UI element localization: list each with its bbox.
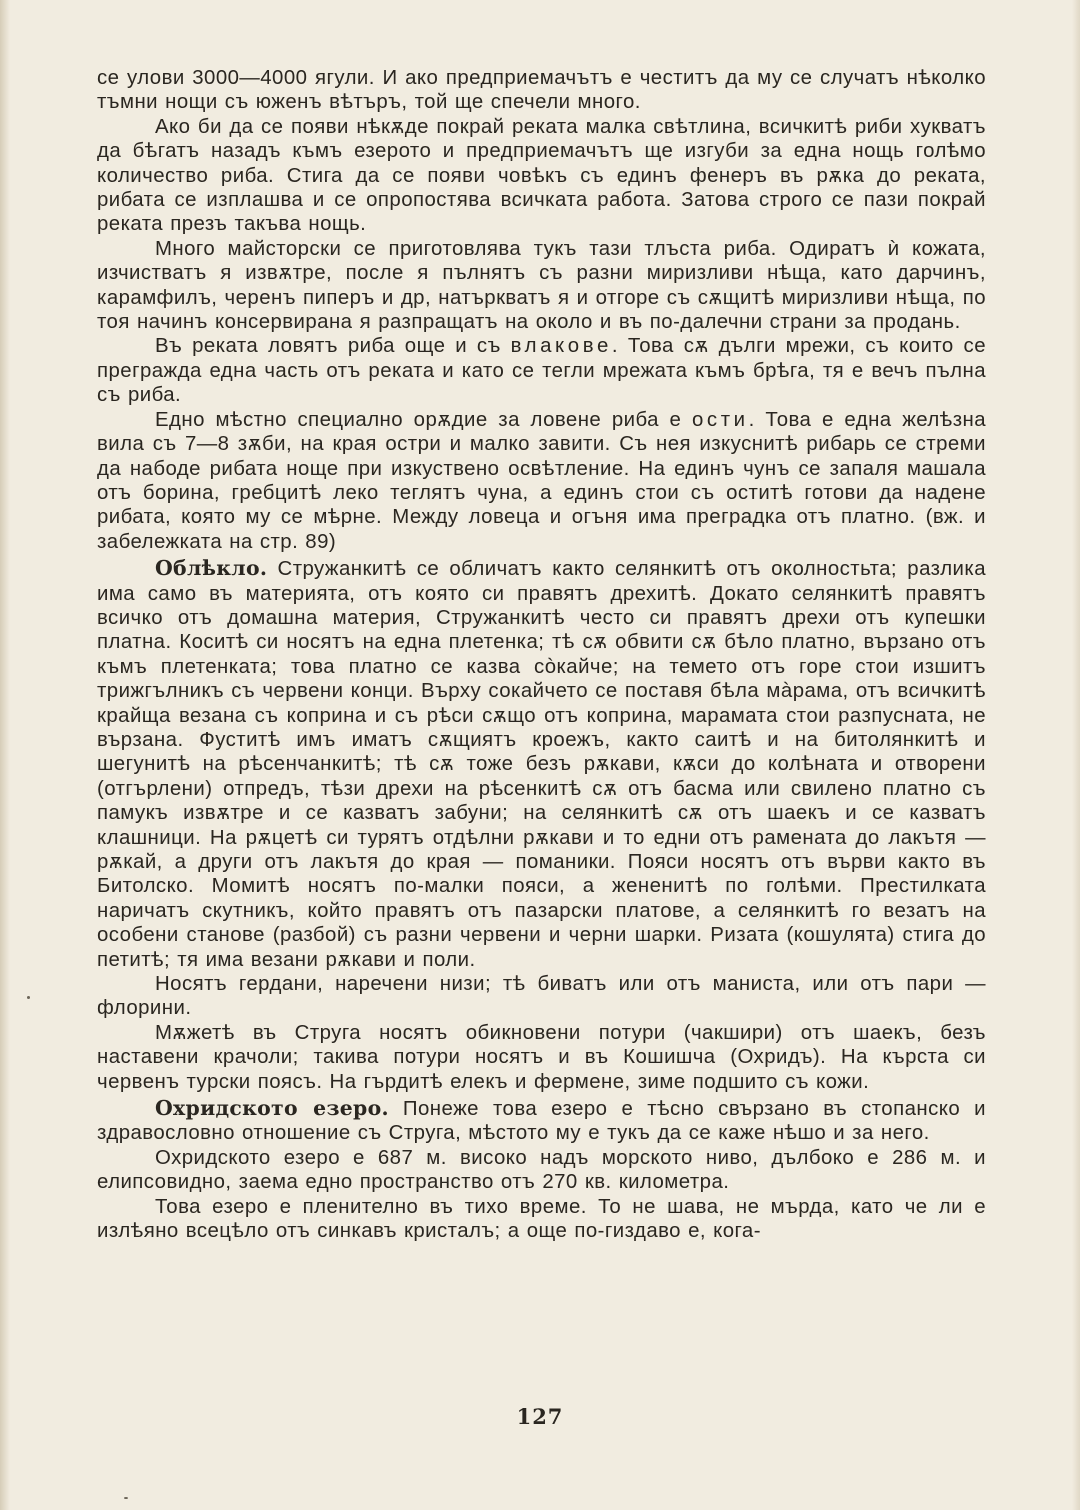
paragraph-4-before: Въ реката ловятъ риба още и съ (155, 335, 511, 358)
section-lake-text: Понеже това езеро е тѣсно свързано въ стопанско и здравословно отношение съ Струга, мѣстото му е тукъ да се каже нѣшо и за него. (97, 1098, 986, 1145)
paragraph-11-text: Това езеро е пленително въ тихо време. То не шава, не мърда, като че ли е излѣяно всецѣло отъ синкавъ кристалъ; а още по-гиздаво е, кога- (97, 1195, 986, 1243)
paragraph-8-text: Мѫжетѣ въ Струга носятъ обикновени потури (чакшири) отъ шаекъ, безъ наставени крачоли; такива потури носятъ и въ Кошишча (Охридъ). На кърста си червенъ турски поясъ. На гърдитѣ елекъ и фермене, зиме подшито съ кожи. (97, 1021, 986, 1093)
paragraph-4-after: . Това сѫ дълги мрежи, съ които се прегражда една часть отъ реката и като се тегли мрежата къмъ брѣга, тя е вечъ пълна съ риба. (97, 335, 986, 407)
section-lake-heading: Охридското езеро. (155, 1096, 389, 1121)
paragraph-4 (97, 334, 986, 407)
section-clothing (97, 556, 986, 972)
section-clothing-text: Стружанкитѣ се обличатъ както селянкитѣ отъ околностьта; разлика има само въ материята, отъ която си правятъ дрехитѣ. Докато селянкитѣ правятъ всичко отъ домашна материя, Стружанкитѣ често си правятъ дрехи отъ купешки платна. Коситѣ си носятъ на една плетенка; тѣ сѫ обвити сѫ бѣло платно, вързано отъ къмъ плетенката; това платно се казва сòкайче; на темето отъ горе стои изшитъ трижгълникъ съ червени конци. Върху сокайчето се поставя бѣла мàрама, отъ всичкитѣ крайща везана съ коприна и съ рѣси сѫщо отъ коприна, марамата стои разпусната, не вързана. Фуститѣ имъ иматъ сѫщиятъ кроежъ, както саитѣ и на битолянкитѣ и шегунитѣ на рѣсенчанкитѣ; тѣ сѫ тоже безъ рѫкави, кѫси до колѣната и отворени (отгърлени) отпредъ, тѣзи дрехи на рѣсенкитѣ сѫ отъ басма или свилено платно съ памукъ извѫтре и се казватъ забуни; на селянкитѣ сѫ отъ шаекъ и се казватъ клашници. На рѫцетѣ си турятъ отдѣлни рѫкави и то едни отъ рамената до лакътя — рѫкай, а други отъ лакътя до края — помaники. Пояси носятъ отъ върви както въ Битолско. Момитѣ носятъ по-малки пояси, а жененитѣ по голѣми. Престилката наричатъ скутникъ, който правятъ отъ пазарски платове, а селянкитѣ го везатъ на особени станове (разбой) съ разни червени и черни шарки. Ризата (кошулята) стига до петитѣ; тя има везани рѫкави и поли. (97, 558, 986, 971)
page-number: 127 (516, 1404, 564, 1429)
paragraph-10-text: Охридското езеро е 687 м. високо надъ морското ниво, дълбоко е 286 м. и елипсовидно, заема едно пространство отъ 270 кв. километра. (97, 1146, 986, 1194)
paragraph-5 (97, 408, 986, 554)
paragraph-7-text: Носятъ гердани, наречени низи; тѣ биватъ или отъ маниста, или отъ пари — флорини. (97, 973, 986, 1020)
paragraph-1-text: се улови 3000—4000 ягули. И ако предприемачътъ е честитъ да му се случатъ нѣколко тъмни нощи съ юженъ вѣтъръ, той ще спечели много. (97, 67, 986, 114)
paragraph-5-spaced-term: ости (691, 408, 749, 431)
section-lake (97, 1096, 986, 1146)
paragraph-3 (97, 237, 986, 335)
paragraph-1 (97, 66, 986, 115)
page-edge-left (0, 0, 10, 1510)
paragraph-2 (97, 115, 986, 237)
paragraph-8 (97, 1021, 986, 1094)
paragraph-4-spaced-term: влакове (510, 335, 612, 358)
paragraph-10 (97, 1146, 986, 1195)
paragraph-2-text: Ако би да се появи нѣкѫде покрай реката малка свѣтлина, всичкитѣ риби хукватъ да бѣгатъ назадъ къмъ езерото и предприемачътъ ще изгуби за една нощь голѣмо количество риба. Стига да се появи човѣкъ съ единъ фенеръ въ рѫка до реката, рибата се изплашва и се опропостява всичката работа. Затова строго се пази покрай реката презъ такъва нощь. (97, 115, 986, 236)
page-text-body (97, 66, 986, 1244)
paragraph-5-before: Едно мѣстно специално орѫдие за ловене риба е (155, 408, 692, 431)
paper-speck (27, 996, 30, 999)
section-clothing-heading: Облѣкло. (155, 556, 268, 581)
page-edge-right (1072, 0, 1080, 1510)
paragraph-5-after: . Това е една желѣзна вила съ 7—8 зѫби, на края остри и малко завити. Съ нея изкуснитѣ рибарь се стреми да набоде рибата ноще при изкуствено освѣтление. На единъ чунъ се запаля машала отъ борина, гребцитѣ леко теглятъ чуна, а единъ стои съ оститѣ готови да надене рибата, която му се мѣрне. Между ловеца и огъня има преградка отъ платно. (вж. и забележката на стр. 89) (97, 408, 986, 553)
paper-speck (124, 1497, 128, 1499)
paragraph-7 (97, 972, 986, 1021)
paragraph-3-text: Много майсторски се приготовлява тукъ тази тлъста риба. Одиратъ ѝ кожата, изчистватъ я извѫтре, после я пълнятъ съ разни миризливи нѣща, като дарчинъ, карамфилъ, черенъ пиперъ и др, натъркватъ я и отгоре съ сѫщитѣ миризливи нѣща, по тоя начинъ консервирана я разпращатъ на около и въ по-далечни страни за продань. (97, 237, 986, 334)
paragraph-11 (97, 1195, 986, 1244)
